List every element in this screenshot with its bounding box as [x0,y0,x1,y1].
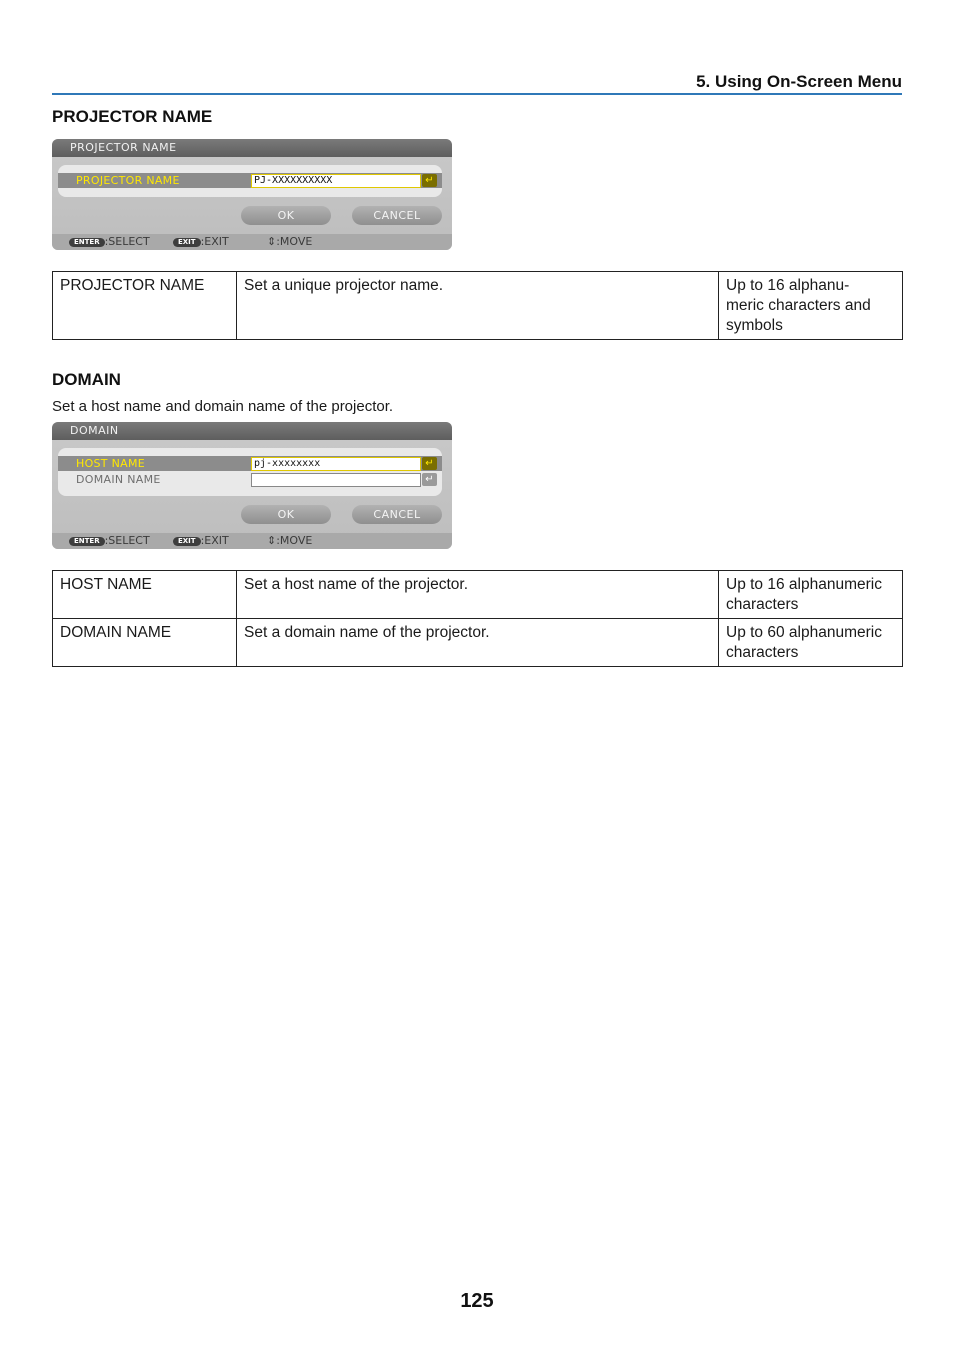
table-cell-item: HOST NAME [53,571,237,619]
domain-name-row[interactable] [58,472,442,487]
table-cell-description: Set a unique projector name. [237,272,719,340]
table-row [53,619,903,667]
dialog-panel [58,448,442,496]
projector-name-label: PROJECTOR NAME [76,174,180,187]
footer-exit-label: :EXIT [200,534,229,547]
footer-select [69,533,150,549]
host-name-input[interactable]: pj-xxxxxxxx [251,457,421,471]
footer-select-label: :SELECT [104,534,150,547]
enter-icon[interactable]: ↵ [422,174,437,187]
dialog-footer [52,234,452,250]
projector-name-heading: PROJECTOR NAME [52,107,213,126]
chapter-title: 5. Using On-Screen Menu [696,72,902,91]
enter-key-icon: ENTER [69,537,105,546]
projector-name-table [52,271,903,340]
exit-key-icon: EXIT [173,238,201,247]
cancel-button[interactable]: CANCEL [352,505,442,524]
table-cell-limit: Up to 16 alphanumeric characters [719,571,903,619]
running-header [52,72,902,95]
dialog-footer [52,533,452,549]
domain-intro: Set a host name and domain name of the projector. [52,398,394,415]
dialog-panel [58,165,442,197]
domain-dialog [52,422,452,549]
enter-icon[interactable]: ↵ [422,457,437,470]
footer-exit [173,533,229,549]
table-cell-limit: Up to 60 alphanumeric characters [719,619,903,667]
table-row [53,272,903,340]
domain-table [52,570,903,667]
table-cell-item: PROJECTOR NAME [53,272,237,340]
domain-name-label: DOMAIN NAME [76,473,161,486]
table-cell-limit: Up to 16 alphanu- meric characters and symbols [719,272,903,340]
table-cell-description: Set a host name of the projector. [237,571,719,619]
footer-exit-label: :EXIT [200,235,229,248]
table-row [53,571,903,619]
table-cell-item: DOMAIN NAME [53,619,237,667]
enter-key-icon: ENTER [69,238,105,247]
domain-name-input[interactable] [251,473,421,487]
footer-move: ⇕:MOVE [267,235,313,248]
page-number: 125 [460,1290,494,1312]
enter-icon[interactable]: ↵ [422,473,437,486]
footer-select [69,234,150,250]
domain-heading: DOMAIN [52,370,121,389]
footer-move: ⇕:MOVE [267,534,313,547]
projector-name-dialog [52,139,452,250]
cancel-button[interactable]: CANCEL [352,206,442,225]
dialog-title: DOMAIN [52,422,452,440]
footer-select-label: :SELECT [104,235,150,248]
projector-name-input[interactable]: PJ-XXXXXXXXXX [251,174,421,188]
dialog-title: PROJECTOR NAME [52,139,452,157]
host-name-label: HOST NAME [76,457,146,470]
table-cell-description: Set a domain name of the projector. [237,619,719,667]
ok-button[interactable]: OK [241,206,331,225]
footer-exit [173,234,229,250]
host-name-row[interactable] [58,456,442,471]
exit-key-icon: EXIT [173,537,201,546]
projector-name-row[interactable] [58,173,442,188]
ok-button[interactable]: OK [241,505,331,524]
